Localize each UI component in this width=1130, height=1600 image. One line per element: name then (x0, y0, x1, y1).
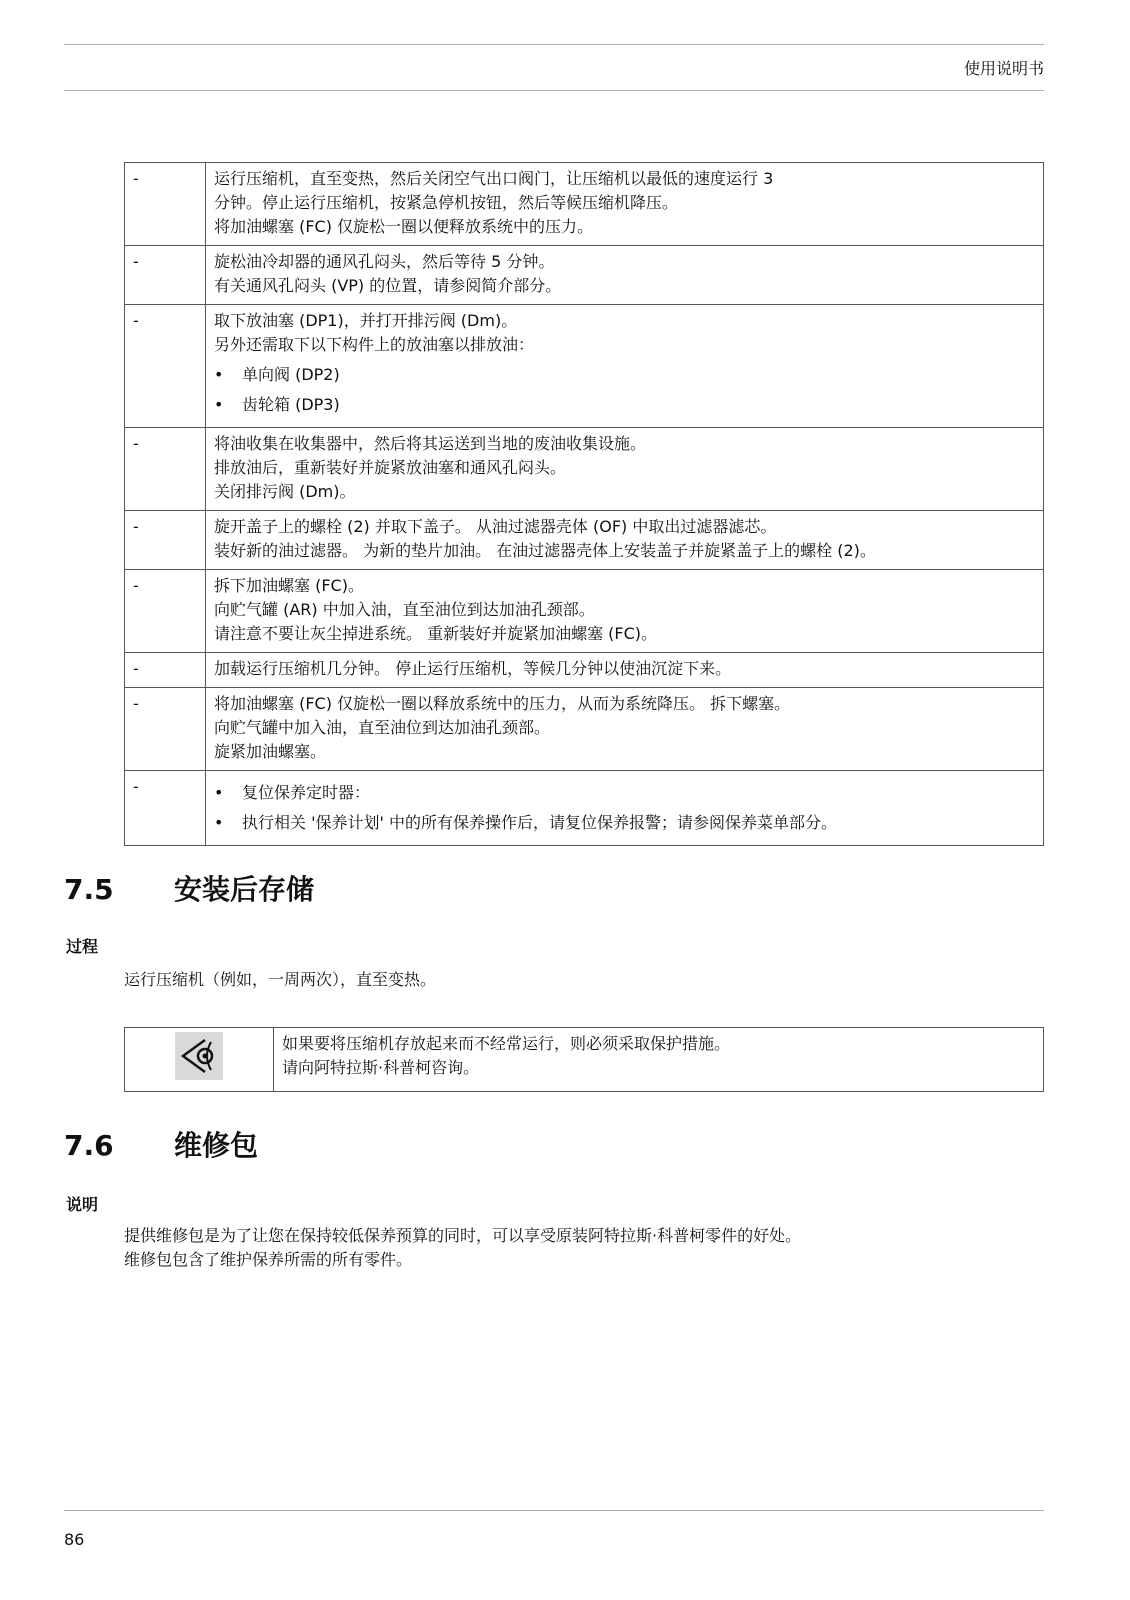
note-line: 请向阿特拉斯·科普柯咨询。 (282, 1058, 480, 1077)
procedure-steps-table (124, 162, 1044, 846)
paragraph-line: 提供维修包是为了让您在保持较低保养预算的同时，可以享受原装阿特拉斯·科普柯零件的好处。 (124, 1226, 802, 1245)
step-marker: - (125, 653, 206, 688)
table-row (125, 688, 1044, 771)
step-line: 请注意不要让灰尘掉进系统。 重新装好并旋紧加油螺塞 (FC)。 (214, 624, 658, 643)
bullet-item (214, 811, 1035, 835)
bullet-item (214, 393, 1035, 417)
step-line: 加载运行压缩机几分钟。 停止运行压缩机，等候几分钟以使油沉淀下来。 (214, 659, 732, 678)
step-line: 将加油螺塞 (FC) 仅旋松一圈以便释放系统中的压力。 (214, 217, 594, 236)
step-content (206, 653, 1044, 688)
paragraph-line: 维修包包含了维护保养所需的所有零件。 (124, 1250, 413, 1269)
section-title: 安装后存储 (174, 873, 315, 906)
section-7-5-text: 运行压缩机（例如，一周两次），直至变热。 (124, 970, 437, 989)
note-text-cell (274, 1028, 1044, 1092)
step-line: 另外还需取下以下构件上的放油塞以排放油： (214, 335, 535, 354)
step-line: 旋紧加油螺塞。 (214, 742, 327, 761)
section-title: 维修包 (174, 1129, 259, 1162)
bullet-dot: • (214, 813, 224, 832)
bullet-text: 执行相关 '保养计划' 中的所有保养操作后，请复位保养报警；请参阅保养菜单部分。 (242, 813, 837, 832)
table-row (125, 305, 1044, 428)
bullet-text: 单向阀 (DP2) (242, 365, 340, 384)
step-line: 拆下加油螺塞 (FC)。 (214, 576, 364, 595)
step-marker: - (125, 570, 206, 653)
table-row (125, 246, 1044, 305)
table-row (125, 653, 1044, 688)
bullet-dot: • (214, 365, 224, 384)
table-row (125, 511, 1044, 570)
step-line: 旋开盖子上的螺栓 (2) 并取下盖子。 从油过滤器壳体 (OF) 中取出过滤器滤芯。 (214, 517, 777, 536)
header-top-rule (64, 44, 1044, 45)
step-line: 向贮气罐中加入油，直至油位到达加油孔颈部。 (214, 718, 551, 737)
storage-note-table (124, 1027, 1044, 1092)
footer-rule (64, 1510, 1044, 1511)
step-content (206, 570, 1044, 653)
bullet-text: 复位保养定时器： (242, 783, 371, 802)
header-bottom-rule (64, 90, 1044, 91)
table-row (125, 570, 1044, 653)
step-marker: - (125, 688, 206, 771)
note-icon-cell (125, 1028, 274, 1092)
header-title: 使用说明书 (963, 59, 1044, 78)
section-7-5-heading (64, 868, 314, 908)
step-line: 关闭排污阀 (Dm)。 (214, 482, 356, 501)
step-line: 运行压缩机，直至变热，然后关闭空气出口阀门，让压缩机以最低的速度运行 3 (214, 169, 774, 188)
step-content (206, 428, 1044, 511)
step-marker: - (125, 511, 206, 570)
bullet-text: 齿轮箱 (DP3) (242, 395, 340, 414)
step-line: 将加油螺塞 (FC) 仅旋松一圈以释放系统中的压力，从而为系统降压。 拆下螺塞。 (214, 694, 791, 713)
section-7-6-text (124, 1224, 801, 1272)
step-line: 有关通风孔闷头 (VP) 的位置，请参阅简介部分。 (214, 276, 562, 295)
bullet-dot: • (214, 783, 224, 802)
step-content (206, 771, 1044, 846)
step-line: 向贮气罐 (AR) 中加入油，直至油位到达加油孔颈部。 (214, 600, 595, 619)
section-7-6-heading (64, 1124, 258, 1164)
step-content (206, 305, 1044, 428)
bullet-dot: • (214, 395, 224, 414)
table-row (125, 163, 1044, 246)
section-7-5-subheading: 过程 (66, 937, 99, 956)
step-marker: - (125, 428, 206, 511)
step-content (206, 163, 1044, 246)
step-line: 旋松油冷却器的通风孔闷头，然后等待 5 分钟。 (214, 252, 555, 271)
section-7-6-subheading: 说明 (66, 1195, 99, 1214)
step-line: 排放油后，重新装好并旋紧放油塞和通风孔闷头。 (214, 458, 567, 477)
step-marker: - (125, 246, 206, 305)
step-line: 将油收集在收集器中，然后将其运送到当地的废油收集设施。 (214, 434, 647, 453)
bullet-item (214, 781, 1035, 805)
step-marker: - (125, 305, 206, 428)
step-line: 装好新的油过滤器。 为新的垫片加油。 在油过滤器壳体上安装盖子并旋紧盖子上的螺栓 (2)。 (214, 541, 876, 560)
table-row (125, 428, 1044, 511)
step-line: 分钟。停止运行压缩机，按紧急停机按钮，然后等候压缩机降压。 (214, 193, 679, 212)
note-line: 如果要将压缩机存放起来而不经常运行，则必须采取保护措施。 (282, 1034, 731, 1053)
step-content (206, 246, 1044, 305)
step-marker: - (125, 771, 206, 846)
bullet-item (214, 363, 1035, 387)
eye-icon (175, 1032, 223, 1080)
step-marker: - (125, 163, 206, 246)
table-row (125, 771, 1044, 846)
section-number: 7.5 (64, 873, 114, 906)
step-content (206, 688, 1044, 771)
step-content (206, 511, 1044, 570)
section-number: 7.6 (64, 1129, 114, 1162)
page-number: 86 (64, 1530, 85, 1549)
step-line: 取下放油塞 (DP1)，并打开排污阀 (Dm)。 (214, 311, 518, 330)
